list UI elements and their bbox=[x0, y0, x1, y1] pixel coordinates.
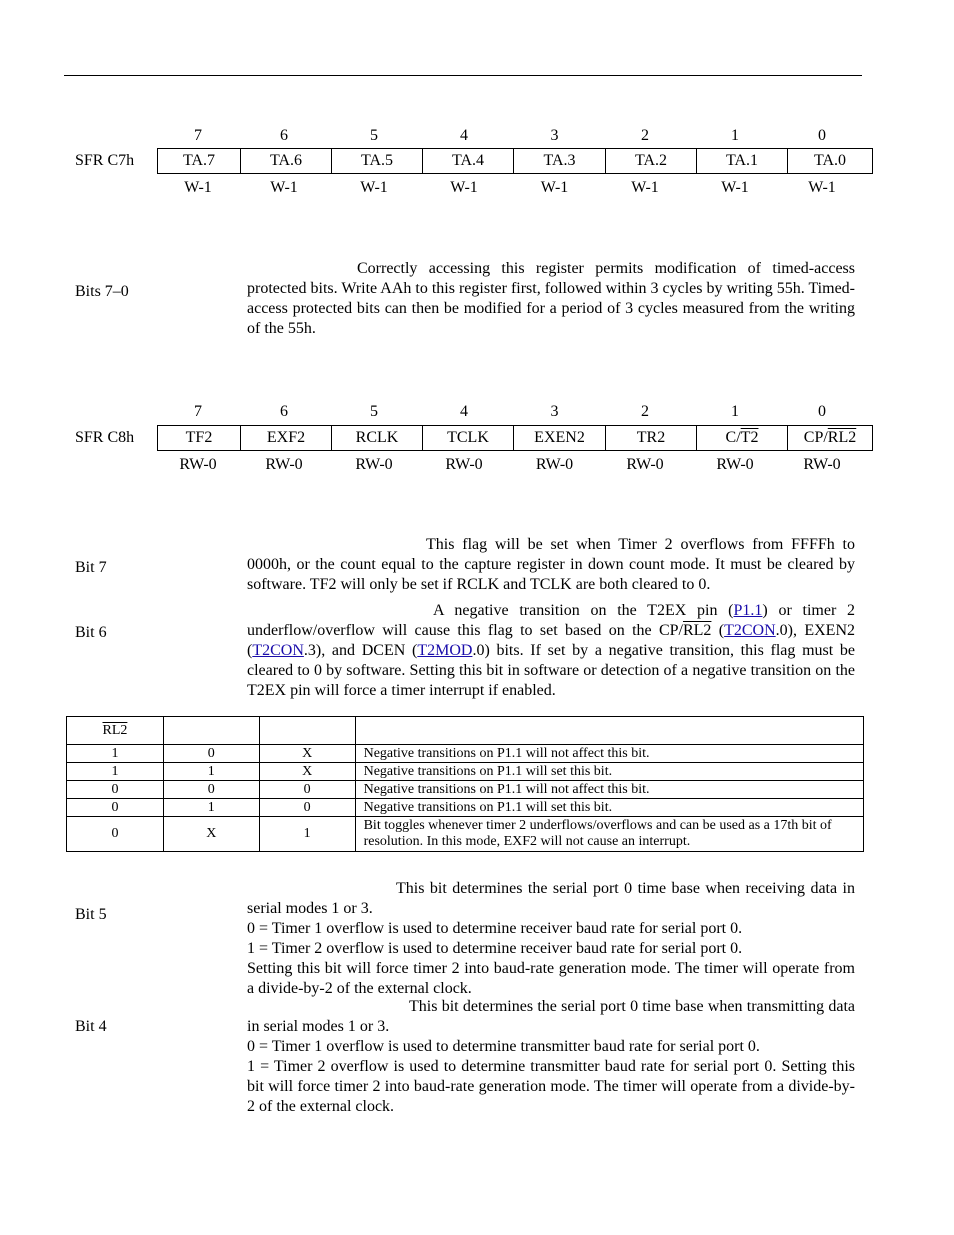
bit-access: RW-0 bbox=[445, 456, 483, 473]
table-cell-desc: Bit toggles whenever timer 2 underflows/overflows and can be used as a 17th bit of resolution. In this mode, EXF2 will not cause an interrupt. bbox=[355, 817, 863, 852]
bit7-text: This flag will be set when Timer 2 overflows from FFFFh to 0000h, or the count equal to the capture register in down count mode. It must be cleared by software. TF2 will only be set if RCLK and TCLK are both cleared to 0. bbox=[247, 536, 855, 593]
bit-number: 1 bbox=[731, 127, 739, 144]
sfr-label: SFR C7h bbox=[75, 152, 135, 169]
table-cell: X bbox=[163, 817, 259, 852]
bit-name: EXF2 bbox=[240, 426, 331, 450]
table-cell: X bbox=[259, 763, 355, 781]
bits-7-0-label: Bits 7–0 bbox=[75, 283, 129, 300]
ta-bit-numbers bbox=[157, 126, 864, 146]
table-header-cell bbox=[355, 717, 863, 745]
bit5-line3: 1 = Timer 2 overflow is used to determine receiver baud rate for serial port 0. bbox=[247, 940, 743, 957]
bit-name: TA.1 bbox=[696, 149, 787, 173]
bit-number: 6 bbox=[280, 403, 288, 420]
t2con-access bbox=[157, 455, 864, 475]
table-cell-desc: Negative transitions on P1.1 will not affect this bit. bbox=[355, 781, 863, 799]
rl2-overline: RL2 bbox=[682, 622, 712, 639]
bit-number: 1 bbox=[731, 403, 739, 420]
header-rule bbox=[64, 75, 862, 76]
table-cell: 0 bbox=[163, 745, 259, 763]
t2con-bit-names bbox=[157, 425, 873, 451]
bit-name: TR2 bbox=[605, 426, 696, 450]
table-cell-desc: Negative transitions on P1.1 will set this bit. bbox=[355, 799, 863, 817]
bit-name-overline: RL2 bbox=[827, 429, 857, 446]
table-row bbox=[67, 781, 864, 799]
bit-name: TA.3 bbox=[513, 149, 605, 173]
table-cell: 1 bbox=[163, 763, 259, 781]
bit6-text: ( bbox=[711, 622, 725, 639]
bit-name: TF2 bbox=[185, 429, 213, 446]
bit5-line1: This bit determines the serial port 0 time base when receiving data in serial modes 1 or 3. bbox=[247, 880, 855, 917]
table-cell: 0 bbox=[259, 781, 355, 799]
bit-number: 3 bbox=[550, 127, 559, 144]
table-cell: 1 bbox=[67, 745, 164, 763]
table-cell: 1 bbox=[259, 817, 355, 852]
bit-name-cp-rl2 bbox=[787, 426, 872, 450]
bit-number: 4 bbox=[460, 127, 468, 144]
t2con-link[interactable]: T2CON bbox=[252, 642, 304, 659]
bit-access: W-1 bbox=[808, 179, 836, 196]
table-cell-desc: Negative transitions on P1.1 will set this bit. bbox=[355, 763, 863, 781]
bit6-text: .0) bits. If set by a negative transition, this flag must be cleared to 0 by software. Setting this bit in software or detection of a negative transition on the T2EX pin will force a timer interrupt if enabled. bbox=[247, 642, 856, 699]
bit4-line1: This bit determines the serial port 0 time base when transmitting data in serial modes 1 or 3. bbox=[247, 998, 855, 1035]
table-row bbox=[67, 817, 864, 852]
bit6-text: ) or timer 2 underflow/overflow will cause this flag to set based on the CP/ bbox=[247, 602, 856, 639]
bit-name: TA.5 bbox=[331, 149, 422, 173]
t2mod-link[interactable]: T2MOD bbox=[417, 642, 473, 659]
bit-name-c-t2 bbox=[696, 426, 787, 450]
ta-bit-names bbox=[157, 148, 873, 174]
bit-name-overline: T2 bbox=[740, 429, 759, 446]
bit-number: 2 bbox=[641, 403, 649, 420]
bit-access: RW-0 bbox=[803, 456, 841, 473]
bit6-text: A negative transition on the T2EX pin ( bbox=[433, 602, 734, 619]
bit-number: 0 bbox=[818, 127, 826, 144]
bit-name: EXEN2 bbox=[513, 426, 605, 450]
table-cell: 0 bbox=[163, 781, 259, 799]
table-row bbox=[67, 799, 864, 817]
bit-number: 2 bbox=[641, 127, 649, 144]
ta-description bbox=[247, 259, 855, 339]
bit-access: RW-0 bbox=[626, 456, 664, 473]
bit-access: W-1 bbox=[540, 179, 569, 196]
bit-name: TA.6 bbox=[240, 149, 331, 173]
bit4-label: Bit 4 bbox=[75, 1018, 107, 1035]
bit7-description bbox=[247, 535, 855, 595]
bit-name: RCLK bbox=[331, 426, 422, 450]
table-cell: 0 bbox=[67, 799, 164, 817]
bit-access: W-1 bbox=[631, 179, 659, 196]
bit5-line2: 0 = Timer 1 overflow is used to determine receiver baud rate for serial port 0. bbox=[247, 920, 743, 937]
bit4-line bbox=[247, 997, 855, 1037]
table-header-cell bbox=[163, 717, 259, 745]
bit4-description bbox=[247, 997, 855, 1117]
bit-number: 3 bbox=[550, 403, 559, 420]
t2con-link[interactable]: T2CON bbox=[724, 622, 776, 639]
p11-link[interactable]: P1.1 bbox=[733, 602, 763, 619]
t2con-bit-numbers bbox=[157, 402, 864, 422]
bit6-text: .0), EXEN2 ( bbox=[247, 622, 855, 659]
bit6-description bbox=[247, 601, 855, 701]
table-cell: 0 bbox=[259, 799, 355, 817]
bit-number: 7 bbox=[194, 127, 202, 144]
bit-access: W-1 bbox=[450, 179, 478, 196]
bit5-line bbox=[247, 879, 855, 919]
rl2-header: RL2 bbox=[102, 722, 128, 738]
ta-access bbox=[157, 178, 864, 198]
bit-access: RW-0 bbox=[355, 456, 393, 473]
table-cell: 1 bbox=[163, 799, 259, 817]
bit6-label: Bit 6 bbox=[75, 624, 107, 641]
bit-number: 5 bbox=[370, 127, 378, 144]
bit4-line2: 0 = Timer 1 overflow is used to determine transmitter baud rate for serial port 0. bbox=[247, 1038, 760, 1055]
table-cell: 0 bbox=[67, 817, 164, 852]
bit4-line3: 1 = Timer 2 overflow is used to determine transmitter baud rate for serial port 0. Setting this bit will force timer 2 into baud-rate generation mode. The timer will operate from a divide-by-2 of the external clock. bbox=[247, 1058, 855, 1115]
table-header-row bbox=[67, 717, 864, 745]
bit-name: TA.0 bbox=[787, 149, 872, 173]
bit-access: RW-0 bbox=[179, 456, 217, 473]
table-row bbox=[67, 745, 864, 763]
bit-name-prefix: C/ bbox=[725, 429, 741, 446]
bit-number: 5 bbox=[370, 403, 378, 420]
table-cell: 0 bbox=[67, 781, 164, 799]
bit-number: 6 bbox=[280, 127, 288, 144]
table-cell-desc: Negative transitions on P1.1 will not affect this bit. bbox=[355, 745, 863, 763]
bit-access: W-1 bbox=[360, 179, 388, 196]
table-cell: X bbox=[259, 745, 355, 763]
ta-description-text: Correctly accessing this register permits modification of timed-access protected bits. Write AAh to this register first, followed within 3 cycles by writing 55h. Timed-access protected bits can then be modified for a period of 3 cycles measured from the writing of the 55h. bbox=[247, 260, 855, 337]
exf2-table bbox=[66, 716, 864, 852]
bit5-line4: Setting this bit will force timer 2 into baud-rate generation mode. The timer will operate from a divide-by-2 of the external clock. bbox=[247, 960, 855, 997]
bit-access: RW-0 bbox=[535, 456, 574, 473]
bit5-description bbox=[247, 879, 855, 999]
bit-access: RW-0 bbox=[265, 456, 303, 473]
bit-access: W-1 bbox=[721, 179, 749, 196]
bit-number: 7 bbox=[194, 403, 202, 420]
bit7-label: Bit 7 bbox=[75, 559, 107, 576]
bit-access: W-1 bbox=[270, 179, 298, 196]
bit-number: 0 bbox=[818, 403, 826, 420]
table-header-cell bbox=[259, 717, 355, 745]
bit-name-prefix: CP/ bbox=[803, 429, 828, 446]
bit5-label: Bit 5 bbox=[75, 906, 107, 923]
bit6-text: .3), and DCEN ( bbox=[303, 642, 418, 659]
bit-number: 4 bbox=[460, 403, 468, 420]
sfr-label: SFR C8h bbox=[75, 429, 135, 446]
bit-name: TA.4 bbox=[422, 149, 513, 173]
bit-name: TA.7 bbox=[182, 152, 216, 169]
bit-access: RW-0 bbox=[716, 456, 754, 473]
table-row bbox=[67, 763, 864, 781]
table-header-cell bbox=[67, 717, 164, 745]
bit-name: TA.2 bbox=[605, 149, 696, 173]
bit-access: W-1 bbox=[184, 179, 212, 196]
table-cell: 1 bbox=[67, 763, 164, 781]
bit-name: TCLK bbox=[422, 426, 513, 450]
